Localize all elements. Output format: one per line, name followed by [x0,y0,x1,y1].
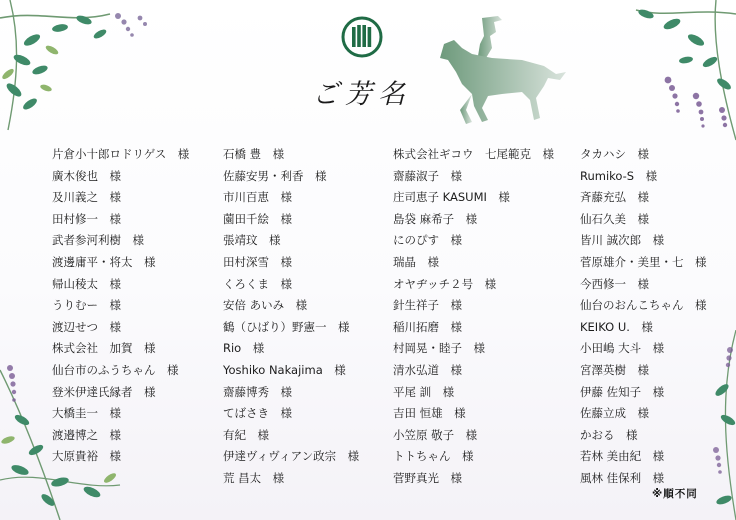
guest-name: 安倍 あいみ 様 [223,298,308,313]
guest-name: てばさき 様 [223,406,292,421]
guest-name: 針生祥子 様 [393,298,462,313]
guest-name: 廣木俊也 様 [52,168,121,183]
guest-name: 株式会社ギコウ 七尾範克 様 [393,147,554,161]
guest-name: 齋藤淑子 様 [393,168,462,183]
guest-name: Yoshiko Nakajima 様 [223,362,346,377]
guest-name: 清水弘道 様 [393,362,462,377]
guest-name: オヤヂッチ２号 様 [393,276,497,291]
guest-name: 吉田 恒雄 様 [393,406,466,421]
guest-name: 市川百恵 様 [223,190,292,205]
guest-name: 伊達ヴィヴィアン政宗 様 [223,449,360,464]
guest-name: 田村修一 様 [52,211,121,226]
name-column-1 [52,144,189,468]
samurai-horse-rider-icon [432,14,572,126]
guest-name: 薗田千絵 様 [223,211,292,226]
guest-name: 小笠原 敬子 様 [393,427,478,442]
guest-name: 大原貴裕 様 [52,449,121,464]
wisteria-vine-top-left-decoration [0,0,160,140]
guest-name: 斉藤充弘 様 [580,190,649,205]
guest-name: 菅野真光 様 [393,470,462,485]
guest-name: 武者参河利樹 様 [52,233,144,248]
guest-name: にのぴす 様 [393,233,462,248]
guest-name: Rumiko-S 様 [580,168,658,183]
guest-name: 今西修一 様 [580,276,649,291]
crest-logo-icon [341,16,383,58]
guest-name: 石橋 豊 様 [223,147,285,161]
guest-name: 仙石久美 様 [580,211,649,226]
guest-name: 島袋 麻希子 様 [393,211,478,226]
guest-name: 有紀 様 [223,427,269,442]
name-column-2 [223,144,359,490]
name-column-4 [580,144,707,490]
wisteria-vine-top-right-decoration [586,0,736,150]
guest-name: 及川義之 様 [52,190,121,205]
guest-name: 齋藤博秀 様 [223,384,292,399]
guest-name: 伊藤 佐知子 様 [580,384,665,399]
order-note: ※順不同 [652,488,698,500]
guest-name: 佐藤立成 様 [580,406,649,421]
guest-name: 仙台のおんこちゃん 様 [580,298,707,313]
page-title: ご芳名 [312,79,411,110]
guest-name: 皆川 誠次郎 様 [580,233,665,248]
guest-name: Rio 様 [223,341,265,356]
guest-name: 大橋圭一 様 [52,406,121,421]
guest-name: タカハシ 様 [580,147,649,161]
guest-name: 菅原雄介・美里・七 様 [580,254,707,269]
guest-name: 平尾 訓 様 [393,384,455,399]
guest-name: 株式会社 加賀 様 [52,341,156,356]
guest-name: うりむー 様 [52,298,121,313]
guest-name: かおる 様 [580,427,638,442]
guest-name: 渡辺せつ 様 [52,319,121,334]
guest-name: 宮澤英樹 様 [580,362,649,377]
guest-name: 荒 昌太 様 [223,470,285,485]
guest-name: 風林 佳保利 様 [580,470,665,485]
name-column-3 [393,144,554,490]
guest-name: 渡邊庸平・将太 様 [52,254,156,269]
guest-name: 帰山稜太 様 [52,276,121,291]
guest-name: 田村深雪 様 [223,254,292,269]
guest-name: トトちゃん 様 [393,449,474,464]
guest-name: 鶴（ひばり）野憲一 様 [223,319,350,334]
guest-name: 村岡晃・睦子 様 [393,341,485,356]
guest-name: 登米伊達氏縁者 様 [52,384,156,399]
guest-name: 佐藤安男・利香 様 [223,168,327,183]
guest-name: 張靖玟 様 [223,233,281,248]
guest-name: 稲川拓磨 様 [393,319,462,334]
guest-name: 片倉小十郎ロドリゲス 様 [52,147,190,161]
guest-name: 小田嶋 大斗 様 [580,341,665,356]
guest-name: KEIKO U. 様 [580,319,653,334]
guest-name: くろくま 様 [223,276,292,291]
guest-name: 瑞晶 様 [393,254,439,269]
guest-name: 若林 美由紀 様 [580,449,665,464]
guest-name: 庄司恵子 KASUMI 様 [393,190,510,205]
guest-name: 渡邉博之 様 [52,427,121,442]
guest-name: 仙台市のふうちゃん 様 [52,362,179,377]
